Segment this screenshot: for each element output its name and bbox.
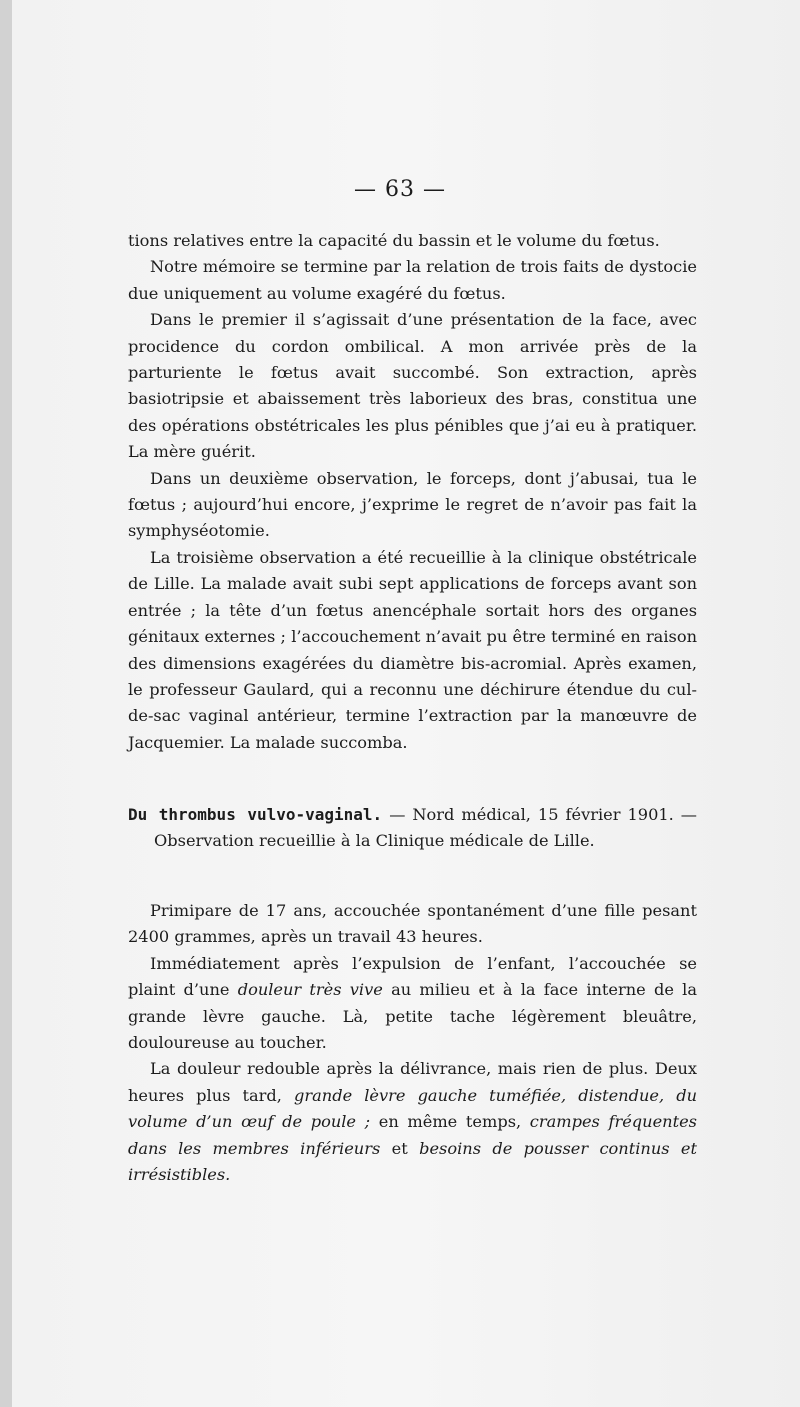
paragraph: Dans le premier il s’agissait d’une présentation de la face, avec procidence du cordon ombilical. A mon arrivée près de la parturiente le fœtus avait succombé. Son extraction, après basiotripsie et abaissement très laborieux des bras, constitua une des opérations obstétricales les plus pénibles que j’ai eu à pratiquer. La mère guérit.: [128, 310, 697, 462]
page-number: — 63 —: [354, 177, 446, 202]
bibliography-entry: [128, 802, 697, 855]
text-run: en même temps,: [370, 1112, 530, 1132]
entry-title: Du thrombus vulvo-vaginal.: [128, 805, 383, 824]
paragraph: [128, 1056, 697, 1188]
italic-run: besoins de pousser continus et irrésistibles.: [128, 1138, 697, 1185]
text-run: Immédiatement après l’expulsion de l’enfant, l’accouchée se plaint d’une: [128, 953, 697, 1000]
paragraph: La troisième observation a été recueillie à la clinique obstétricale de Lille. La malade avait subi sept applications de forceps avant son entrée ; la tête d’un fœtus anencéphale sortait hors des organes génitaux externes ; l’accouchement n’avait pu être terminé en raison des dimensions exagérées du diamètre bis-acromial. Après examen, le professeur Gaulard, qui a reconnu une déchirure étendue du cul-de-sac vaginal antérieur, termine l’extraction par la manœuvre de Jacquemier. La malade succomba.: [128, 547, 697, 752]
entry-reference: — Nord médical, 15 février 1901. — Observation recueillie à la Clinique médicale de Lille.: [154, 805, 697, 851]
page-edge: [0, 0, 12, 1407]
body-text-section-2: [128, 898, 697, 1188]
italic-run: douleur très vive: [237, 980, 383, 1000]
paragraph: [128, 951, 697, 1057]
paragraph: Notre mémoire se termine par la relation de trois faits de dystocie due uniquement au volume exagéré du fœtus.: [128, 257, 697, 303]
paragraph: tions relatives entre la capacité du bassin et le volume du fœtus.: [128, 231, 660, 250]
paragraph: Primipare de 17 ans, accouchée spontanément d’une fille pesant 2400 grammes, après un travail 43 heures.: [128, 901, 697, 947]
body-text-section-1: [128, 228, 697, 756]
paragraph: Dans un deuxième observation, le forceps, dont j’abusai, tua le fœtus ; aujourd’hui encore, j’exprime le regret de n’avoir pas fait la symphyséotomie.: [128, 468, 697, 541]
italic-run: crampes fréquentes dans les membres inférieurs: [128, 1112, 697, 1158]
text-run: La douleur redouble après la délivrance, mais rien de plus. Deux heures plus tard,: [128, 1059, 697, 1105]
entry-paragraph: [128, 802, 697, 855]
italic-run: grande lèvre gauche tuméfiée, distendue, du volume d’un œuf de poule ;: [128, 1085, 697, 1132]
text-run: au milieu et à la face interne de la grande lèvre gauche. Là, petite tache légèrement bleuâtre, douloureuse au toucher.: [128, 980, 697, 1053]
text-run: et: [380, 1138, 420, 1158]
